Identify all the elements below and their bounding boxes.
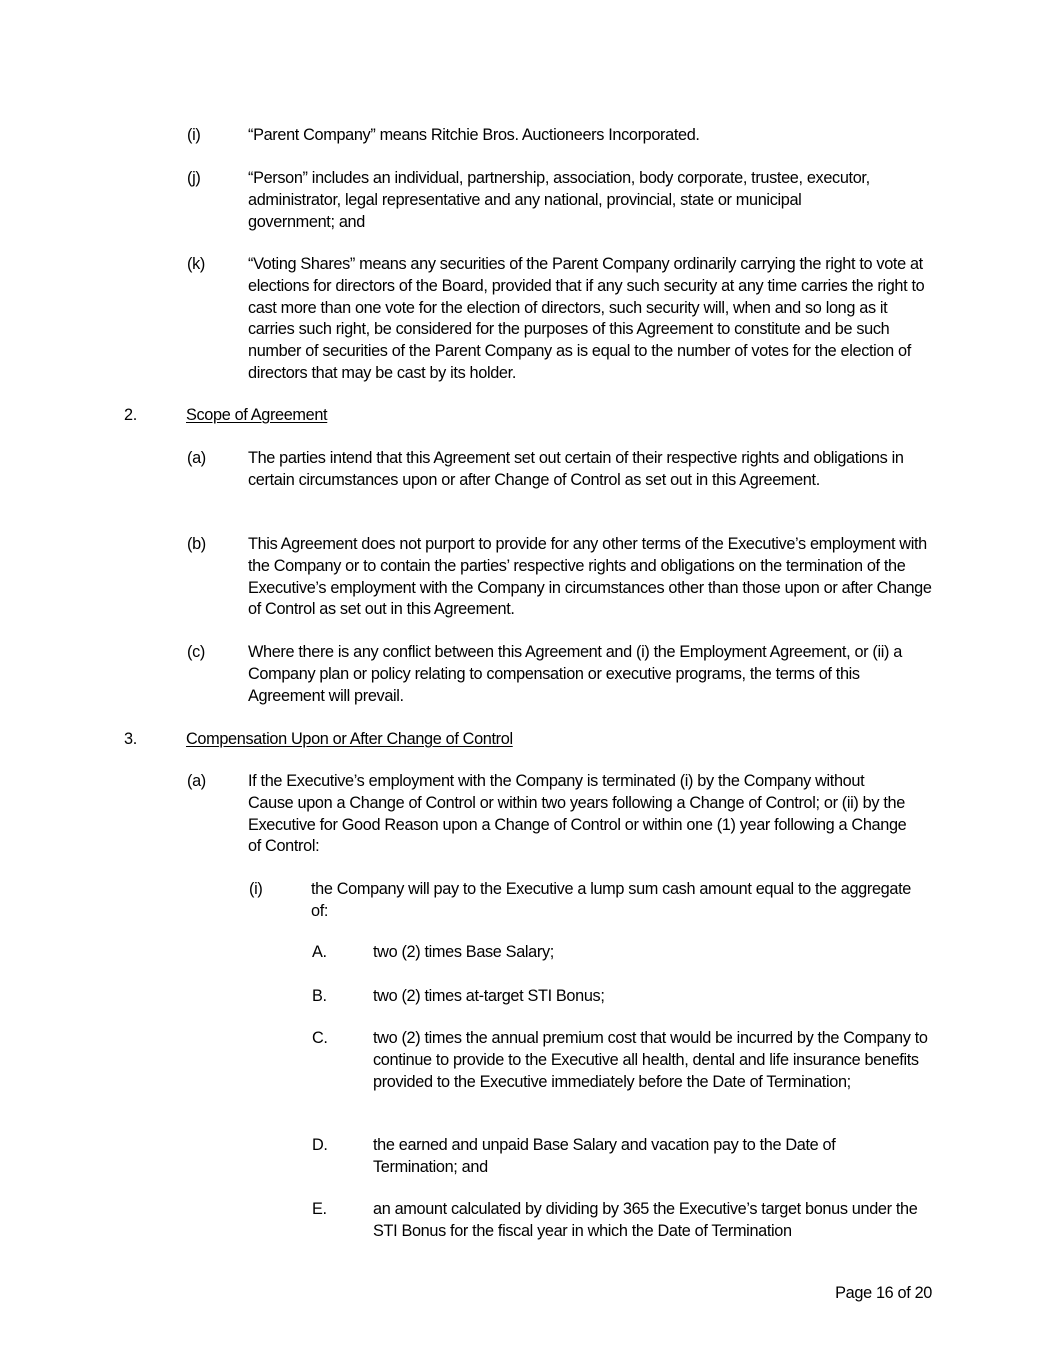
letter-text: two (2) times Base Salary; — [373, 943, 554, 961]
item-text: Where there is any conflict between this Agreement and (i) the Employment Agreement, or (ii) a Company plan or policy relating to compensation or executive programs, the terms of this Agreement will prevail. — [248, 643, 902, 705]
subitem-text: the Company will pay to the Executive a lump sum cash amount equal to the aggregate of: — [311, 880, 911, 920]
letter-text: two (2) times at-target STI Bonus; — [373, 987, 605, 1005]
page-number: Page 16 of 20 — [835, 1284, 932, 1302]
item-label: (c) — [187, 643, 205, 661]
letter-label: A. — [312, 943, 327, 961]
letter-label: D. — [312, 1136, 328, 1154]
section-number: 2. — [124, 406, 137, 424]
definition-text: “Person” includes an individual, partnership, association, body corporate, trustee, executor, administrator, legal representative and any national, provincial, state or municipal government; and — [248, 169, 870, 231]
letter-label: C. — [312, 1029, 328, 1047]
section-number: 3. — [124, 730, 137, 748]
letter-label: B. — [312, 987, 327, 1005]
item-label: (a) — [187, 449, 206, 467]
letter-text: two (2) times the annual premium cost that would be incurred by the Company to continue to provide to the Executive all health, dental and life insurance benefits provided to the Executive immediately before the Date of Termination; — [373, 1029, 928, 1091]
item-text: The parties intend that this Agreement set out certain of their respective rights and obligations in certain circumstances upon or after Change of Control as set out in this Agreement. — [248, 449, 904, 489]
item-text: If the Executive’s employment with the Company is terminated (i) by the Company without Cause upon a Change of Control or within two years following a Change of Control; or (ii) by the Executive for Good Reason upon a Change of Control or within one (1) year following a Change of Control: — [248, 772, 907, 856]
subitem-label: (i) — [249, 880, 263, 898]
section-title: Compensation Upon or After Change of Control — [186, 730, 513, 748]
letter-label: E. — [312, 1200, 327, 1218]
definition-text: “Voting Shares” means any securities of the Parent Company ordinarily carrying the right to vote at elections for directors of the Board, provided that if any such security at any time carries the right to cast more than one vote for the election of directors, such security will, when and so long as it carries such right, be considered for the purposes of this Agreement to constitute and be such number of securities of the Parent Company as is equal to the number of votes for the election of directors that may be cast by its holder. — [248, 255, 925, 382]
letter-text: an amount calculated by dividing by 365 the Executive’s target bonus under the STI Bonus for the fiscal year in which the Date of Termination — [373, 1200, 918, 1240]
section-title: Scope of Agreement — [186, 406, 328, 424]
item-label: (b) — [187, 535, 206, 553]
definition-label: (i) — [187, 126, 201, 144]
definition-label: (k) — [187, 255, 205, 273]
letter-text: the earned and unpaid Base Salary and vacation pay to the Date of Termination; and — [373, 1136, 836, 1176]
definition-label: (j) — [187, 169, 201, 187]
item-text: This Agreement does not purport to provide for any other terms of the Executive’s employment with the Company or to contain the parties’ respective rights and obligations on the termination of the Executive’s employment with the Company in circumstances other than those upon or after Change of Control as set out in this Agreement. — [248, 535, 932, 619]
item-label: (a) — [187, 772, 206, 790]
definition-text: “Parent Company” means Ritchie Bros. Auctioneers Incorporated. — [248, 126, 700, 144]
